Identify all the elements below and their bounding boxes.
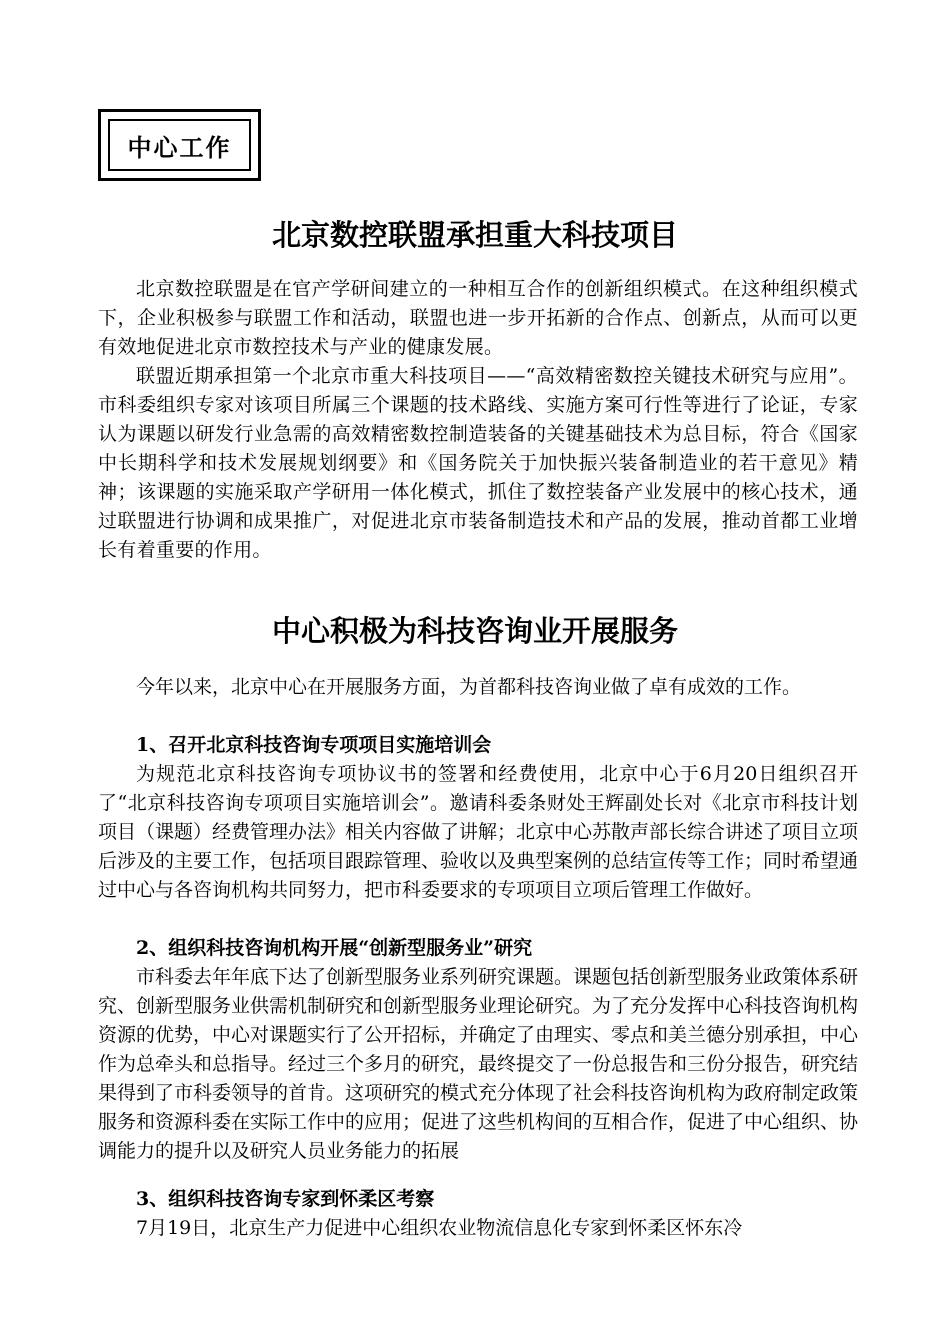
section-2-body: 市科委去年年底下达了创新型服务业系列研究课题。课题包括创新型服务业政策体系研究、创新型服务业供需机制研究和创新型服务业理论研究。为了充分发挥中心科技咨询机构资源的优势，中心对课题实行了公开招标，并确定了由理实、零点和美兰德分别承担，中心作为总牵头和总指导。经过三个多月的研究，最终提交了一份总报告和三份分报告，研究结果得到了市科委领导的首肯。这项研究的模式充分体现了社会科技咨询机构为政府制定政策服务和资源科委在实际工作中的应用；促进了这些机构间的互相合作，促进了中心组织、协调能力的提升以及研究人员业务能力的拓展	[98, 966, 859, 1162]
section-badge	[98, 109, 261, 181]
section-badge-inner-frame	[108, 119, 251, 171]
article1-title: 北京数控联盟承担重大科技项目	[271, 218, 678, 252]
section-badge-label: 中心工作	[127, 133, 232, 162]
article1-paragraph-2: 联盟近期承担第一个北京市重大科技项目——“高效精密数控关键技术研究与应用”。市科委组织专家对该项目所属三个课题的技术路线、实施方案可行性等进行了论证，专家认为课题以研发行业急需的高效精密数控制造装备的关键基础技术为总目标，符合《国家中长期科学和技术发展规划纲要》和《国务院关于加快振兴装备制造业的若干意见》精神；该课题的实施采取产学研用一体化模式，抓住了数控装备产业发展中的核心技术，通过联盟进行协调和成果推广，对促进北京市装备制造技术和产品的发展，推动首都工业增长有着重要的作用。	[98, 365, 858, 561]
section-3-heading: 3、组织科技咨询专家到怀柔区考察	[136, 1188, 435, 1210]
article2-intro: 今年以来，北京中心在开展服务方面，为首都科技咨询业做了卓有成效的工作。	[136, 676, 802, 698]
section-3-body: 7月19日，北京生产力促进中心组织农业物流信息化专家到怀柔区怀东冷	[136, 1217, 743, 1239]
section-2-heading: 2、组织科技咨询机构开展“创新型服务业”研究	[136, 937, 533, 959]
article1-paragraph-1: 北京数控联盟是在官产学研间建立的一种相互合作的创新组织模式。在这种组织模式下，企业积极参与联盟工作和活动，联盟也进一步开拓新的合作点、创新点，从而可以更有效地促进北京市数控技术与产业的健康发展。	[98, 278, 858, 358]
article2-title: 中心积极为科技咨询业开展服务	[271, 614, 678, 648]
section-1-body: 为规范北京科技咨询专项协议书的签署和经费使用，北京中心于6月20日组织召开了“北京科技咨询专项项目实施培训会”。邀请科委条财处王辉副处长对《北京市科技计划项目（课题）经费管理办法》相关内容做了讲解；北京中心苏散声部长综合讲述了项目立项后涉及的主要工作，包括项目跟踪管理、验收以及典型案例的总结宣传等工作；同时希望通过中心与各咨询机构共同努力，把市科委要求的专项项目立项后管理工作做好。	[98, 763, 859, 901]
section-1-heading: 1、召开北京科技咨询专项项目实施培训会	[136, 734, 492, 756]
